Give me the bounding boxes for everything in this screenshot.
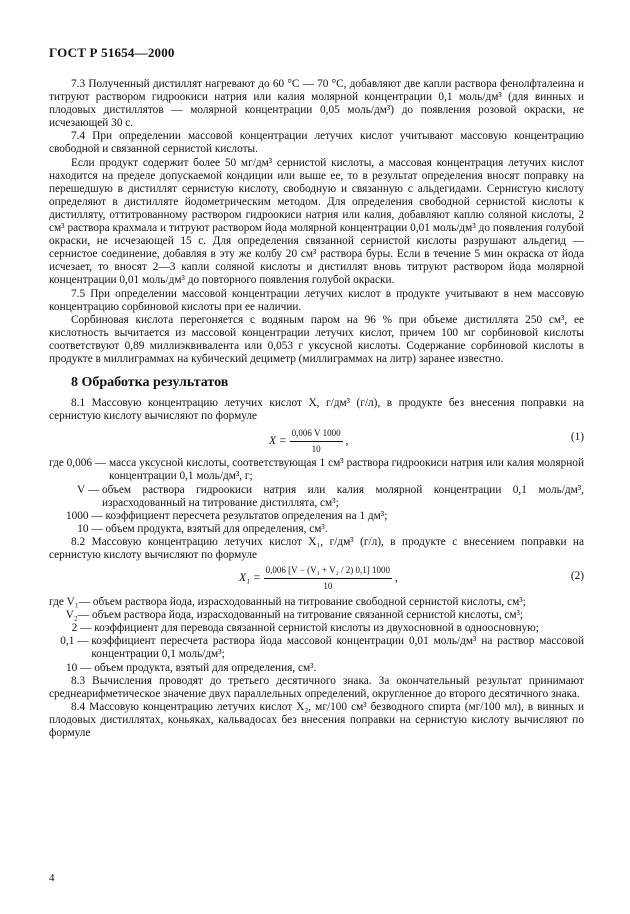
formula-1-denominator: 10 xyxy=(311,444,321,455)
section-heading: 8 Обработка результатов xyxy=(71,375,229,391)
formula-2-denominator: 10 xyxy=(323,581,333,592)
page-number: 4 xyxy=(49,872,55,884)
definition-item: 10 — объем продукта, взятый для определения, см³. xyxy=(49,522,328,535)
formula-2-number: (2) xyxy=(570,570,584,583)
formula-2-comma: , xyxy=(395,572,398,585)
definition-item: 0,1 — коэффициент пересчета раствора йода массовой концентрации 0,01 моль/дм³ на раствор массовой концентрации 0,1 моль/дм³; xyxy=(49,635,584,661)
formula-2-definitions xyxy=(49,596,584,675)
formula-2-numerator: 0,006 [V − (V₁ + V₂ / 2) 0,1] 1000 xyxy=(264,564,392,579)
document-header: ГОСТ Р 51654—2000 xyxy=(49,45,175,60)
definition-item: V — объем раствора гидроокиси натрия или калия молярной концентрации 0,1 моль/дм³, израсходованный на титрование дистиллята, см³; xyxy=(49,483,584,509)
paragraph-8-3: 8.3 Вычисления проводят до третьего десятичного знака. За окончательный результат принимают среднеарифметическое значение двух параллельных определений, округленное до второго десятичного знака. xyxy=(49,674,584,700)
formula-1-number: (1) xyxy=(570,431,584,444)
paragraph-7-4: 7.4 При определении массовой концентрации летучих кислот учитывают массовую концентрацию свободной и связанной сернистой кислоты. xyxy=(49,130,584,156)
paragraph-8-1: 8.1 Массовую концентрацию летучих кислот X, г/дм³ (г/л), в продукте без внесения поправки на сернистую кислоту вычисляют по формуле xyxy=(49,397,584,423)
paragraph-7-5: 7.5 При определении массовой концентрации летучих кислот в продукте учитывают в нем массовую концентрацию сорбиновой кислоты при ее наличии. xyxy=(49,287,584,313)
formula-2-lhs: X₁ = xyxy=(239,572,261,585)
formula-1-lhs: X = xyxy=(269,435,287,448)
formula-1-definitions xyxy=(49,457,584,536)
paragraph-sulfurous-acid: Если продукт содержит более 50 мг/дм³ сернистой кислоты, а массовая концентрация летучих кислот находится на пределе допускаемой кондиции или выше ее, то в результат определения вносят поправку на перешедшую в дистиллят сернистую кислоту, свободную и связанную с альдегидами. Сернистую кислоту определяют в дистилляте йодометрическим методом. Для определения свободной сернистой кислоты к дистилляту, оттитрованному раствором гидроокиси натрия или калия, добавляют каплю соляной кислоты, 2 см³ раствора крахмала и титруют раствором йода молярной концентрации 0,01 моль/дм³ до появления голубой окраски, не исчезающей 15 с. Для определения связанной сернистой кислоты разрушают альдегид — сернистое соединение, добавляя в эту же колбу 20 см³ раствора буры. Если в течение 5 мин окраска от йода исчезает, то вносят 2—3 капли соляной кислоты и дистиллят вновь титруют раствором йода молярной концентрации 0,01 моль/дм³ до повторного появления голубой окраски. xyxy=(49,156,584,287)
formula-1-numerator: 0,006 V 1000 xyxy=(290,427,343,442)
page-content xyxy=(49,78,584,740)
formula-1-comma: , xyxy=(345,435,349,448)
definition-item: V₂— объем раствора йода, израсходованный на титрование связанной сернистой кислоты, см³; xyxy=(49,609,524,622)
paragraph-sorbic-acid: Сорбиновая кислота перегоняется с водяным паром на 96 % при объеме дистиллята 250 см³, ее кислотность вычитается из массовой концентрации летучих кислот, причем 100 мг сорбиновой кислоты соответствуют 0,89 миллиэквивалента или 0,053 г уксусной кислоты. Содержание сорбиновой кислоты в продукте в миллиграммах на кубический дециметр (миллиграммах на литр) заранее известно. xyxy=(49,313,584,365)
paragraph-7-3: 7.3 Полученный дистиллят нагревают до 60 °С — 70 °С, добавляют две капли раствора фенолфталеина и титруют раствором гидроокиси натрия или калия молярной концентрации 0,1 моль/дм³ (для винных и плодовых дистиллятов — молярной концентрации 0,05 моль/дм³) до появления розовой окраски, не исчезающей 30 с. xyxy=(49,78,584,130)
definition-item: 10 — объем продукта, взятый для определения, см³. xyxy=(49,661,317,674)
definition-item: где V₁— объем раствора йода, израсходованный на титрование свободной сернистой кислоты, см³; xyxy=(49,596,526,609)
paragraph-8-2: 8.2 Массовую концентрацию летучих кислот X₁, г/дм³ (г/л), в продукте с внесением поправки на сернистую кислоту вычисляют по формуле xyxy=(49,535,584,561)
paragraph-8-4: 8.4 Массовую концентрацию летучих кислот X₂, мг/100 см³ безводного спирта (мг/100 мл), в винных и плодовых дистиллятах, коньяках, кальвадосах без внесения поправки на сернистую кислоту вычисляют по формуле xyxy=(49,700,584,740)
formula-1 xyxy=(49,425,584,455)
definition-item: 2 — коэффициент для перевода связанной сернистой кислоты из двухосновной в одноосновную; xyxy=(49,622,539,635)
definition-item: где 0,006 — масса уксусной кислоты, соответствующая 1 см³ раствора гидроокиси натрия или калия молярной концентрации 0,1 моль/дм³, г; xyxy=(49,457,584,483)
definition-item: 1000 — коэффициент пересчета результатов определения на 1 дм³; xyxy=(49,509,388,522)
formula-2 xyxy=(49,564,584,594)
